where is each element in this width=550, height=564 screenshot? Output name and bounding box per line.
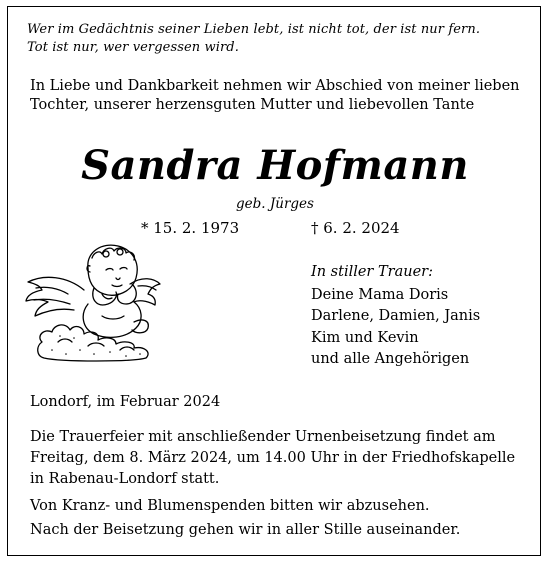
mourner-line: und alle Angehörigen (311, 351, 470, 367)
birth-name: geb. Jürges (236, 196, 314, 212)
birth-date: * 15. 2. 1973 (141, 219, 240, 237)
intro-line-1: In Liebe und Dankbarkeit nehmen wir Abschied von meiner lieben (30, 78, 520, 94)
mourner-line: Darlene, Damien, Janis (311, 308, 481, 324)
flowers-note: Von Kranz- und Blumenspenden bitten wir abzusehen. (30, 498, 430, 514)
service-line-3: in Rabenau-Londorf statt. (30, 471, 220, 487)
deceased-name: Sandra Hofmann (81, 142, 469, 189)
quote-line-1: Wer im Gedächtnis seiner Lieben lebt, ist nicht tot, der ist nur fern. (27, 22, 481, 37)
mourner-line: Deine Mama Doris (311, 287, 449, 303)
death-date: † 6. 2. 2024 (311, 219, 400, 237)
intro-line-2: Tochter, unserer herzensguten Mutter und liebevollen Tante (30, 97, 475, 113)
place-date: Londorf, im Februar 2024 (30, 394, 221, 410)
mourner-line: Kim und Kevin (311, 330, 419, 346)
mourners-label: In stiller Trauer: (311, 264, 433, 280)
service-line-2: Freitag, dem 8. März 2024, um 14.00 Uhr in der Friedhofskapelle (30, 450, 516, 466)
quote-line-2: Tot ist nur, wer vergessen wird. (27, 40, 239, 55)
service-line-1: Die Trauerfeier mit anschließender Urnenbeisetzung findet am (30, 429, 496, 445)
closing-note: Nach der Beisetzung gehen wir in aller Stille auseinander. (30, 522, 461, 538)
angel-illustration (22, 238, 162, 363)
